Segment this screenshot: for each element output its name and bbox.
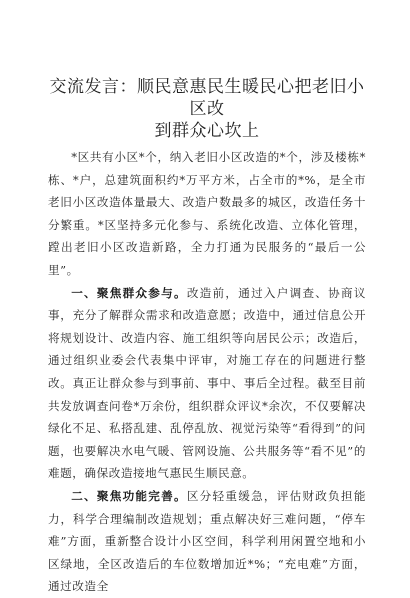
intro-text: *区共有小区*个，纳入老旧小区改造的*个，涉及楼栋*栋、*户，总建筑面积约*万平方米，占全市的*%，是全市老旧小区改造体量最大、改造户数最多的城区，改造任务十分繁重。*区坚持多元化参与、系统化改造、立体化管理，蹚出老旧小区改造新路，全力打通为民服务的“最后一公里”。 [48, 150, 366, 277]
section-1-paragraph [48, 282, 366, 485]
title-line-2: 到群众心坎上 [154, 121, 260, 141]
section-1-heading: 一、聚焦群众参与。 [71, 285, 187, 300]
document-title [48, 76, 366, 142]
section-2-paragraph [48, 485, 366, 598]
section-1-text: 改造前，通过入户调查、协商议事，充分了解群众需求和改造意愿；改造中，通过信息公开将规划设计、改造内容、施工组织等向居民公示；改造后，通过组织业委会代表集中评审，对施工存在的问题进行整改。真正让群众参与到事前、事中、事后全过程。截至目前共发放调查问卷*万余份，组织群众评议*余次，不仅要解决绿化不足、私搭乱建、乱停乱放、视觉污染等“看得到”的问题，也要解决水电气暖、管网设施、公共服务等“看不见”的难题，确保改造接地气惠民生顺民意。 [48, 285, 367, 481]
intro-paragraph [48, 146, 366, 282]
section-2-text: 区分轻重缓急，评估财政负担能力，科学合理编制改造规划；重点解决好三难问题，“停车难”方面，重新整合设计小区空间，科学利用闲置空地和小区绿地，全区改造后的车位数增加近*%；“充电难”方面，通过改造全 [48, 488, 367, 594]
title-line-1: 交流发言：顺民意惠民生暖民心把老旧小区改 [49, 77, 365, 119]
section-2-heading: 二、聚焦功能完善。 [71, 488, 187, 503]
